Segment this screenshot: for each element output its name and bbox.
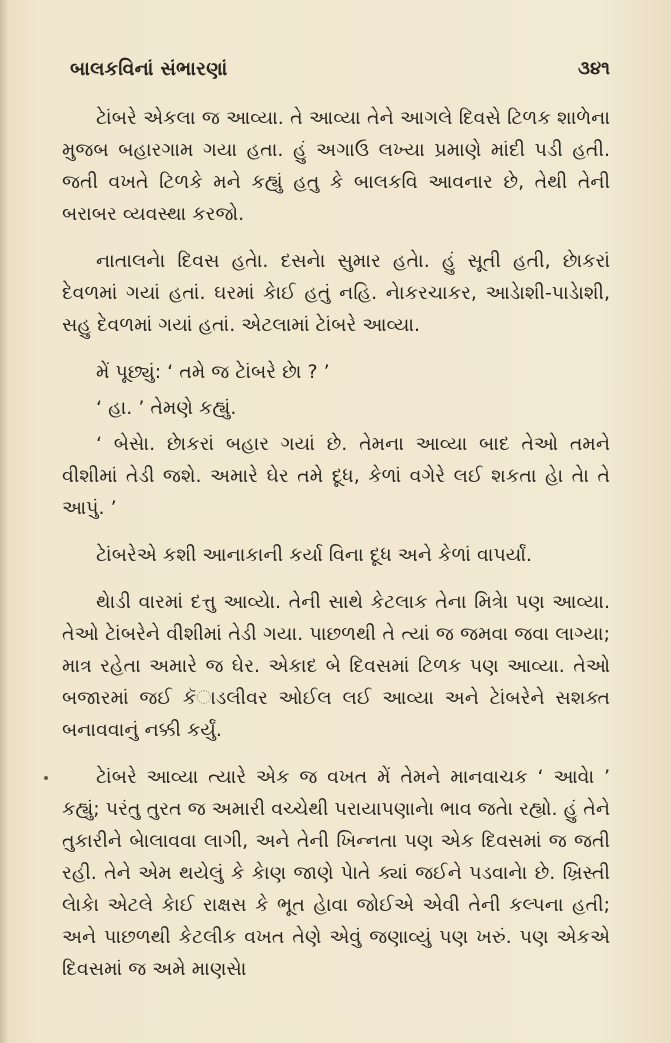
paragraph: ટેાંબરે આવ્યા ત્યારે એક જ વખત મેં તેમને માનવાચક ‘ આવેા ’ કહ્યું; પરંતુ તુરત જ અમારી વચ્ચેથી પરાયાપણાનેા ભાવ જતેા રહ્યો. હું તેને તુકારીને બેાલાવવા લાગી, અને તેની ખિન્નતા પણ એક દિવસમાં જ જતી રહી. તેને એમ થયેલું કે કેાણ જાણે પેાતે ક્યાં જઈને પડવાનેા છે. ખ્રિસ્તી લેાકેા એટલે કેાઈ રાક્ષસ કે ભૂત હેાવા જોઈએ એવી તેની કલ્પના હતી; અને પાછળથી કેટલીક વખત તેણે એવું જણાવ્યું પણ ખરું. પણ એકએ દિવસમાં જ અમે માણસેા	[62, 766, 610, 980]
page-number: ૩૪૧	[578, 58, 610, 79]
ink-dot	[44, 776, 48, 780]
body-text	[62, 102, 610, 1000]
paragraph: ટેાંબરેએ કશી આનાકાની કર્યા વિના દૂધ અને કેળાં વાપર્યાં.	[96, 544, 533, 566]
paragraph: ‘ બેસેા. છેાકરાં બહાર ગયાં છે. તેમના આવ્યા બાદ તેઓ તમને વીશીમાં તેડી જશે. અમારે ઘેર તમે દૂધ, કેળાં વગેરે લઈ શકતા હેા તેા તે આપું. ’	[62, 433, 610, 519]
paragraph: નાતાલનેા દિવસ હતેા. દસનેા સુમાર હતેા. હું સૂતી હતી, છેાકરાં દેવળમાં ગયાં હતાં. ઘરમાં કેાઈ હતું નહિ. નેાકરચાકર, આડેાશી-પાડેાશી, સહુ દેવળમાં ગયાં હતાં. એટલામાં ટેાંબરે આવ્યા.	[62, 250, 610, 336]
spine-shadow	[0, 0, 8, 1043]
paragraph: ટેાંબરે એકલા જ આવ્યા. તે આવ્યા તેને આગલે દિવસે ટિળક શાળેના મુજબ બહારગામ ગયા હતા. હું અગાઉ લખ્યા પ્રમાણે માંદી પડી હતી. જતી વખતે ટિળકે મને કહ્યું હતુ કે બાલકવિ આવનાર છે, તેથી તેની બરાબર વ્યવસ્થા કરજો.	[62, 107, 610, 225]
paragraph: મેં પૂછ્યું: ‘ તમે જ ટેાંબરે છેા ? ’	[96, 361, 330, 383]
running-title: બાલકવિનાં સંભારણાં	[70, 58, 228, 80]
paragraph: ‘ હા. ’ તેમણે કહ્યું.	[96, 397, 237, 419]
running-header	[70, 52, 610, 82]
paragraph: થેાડી વારમાં દત્તુ આવ્યેા. તેની સાથે કેટલાક તેના મિત્રેા પણ આવ્યા. તેઓ ટેાંબરેને વીશીમાં તેડી ગયા. પાછળથી તે ત્યાં જ જમવા જવા લાગ્યા; માત્ર રહેતા અમારે જ ઘેર. એકાદ બે દિવસમાં ટિળક પણ આવ્યા. તેઓ બજારમાં જઈ કૅાડલીવર ઓઈલ લઈ આવ્યા અને ટેાંબરેને સશક્ત બનાવવાનું નક્કી કર્યું.	[62, 591, 610, 741]
